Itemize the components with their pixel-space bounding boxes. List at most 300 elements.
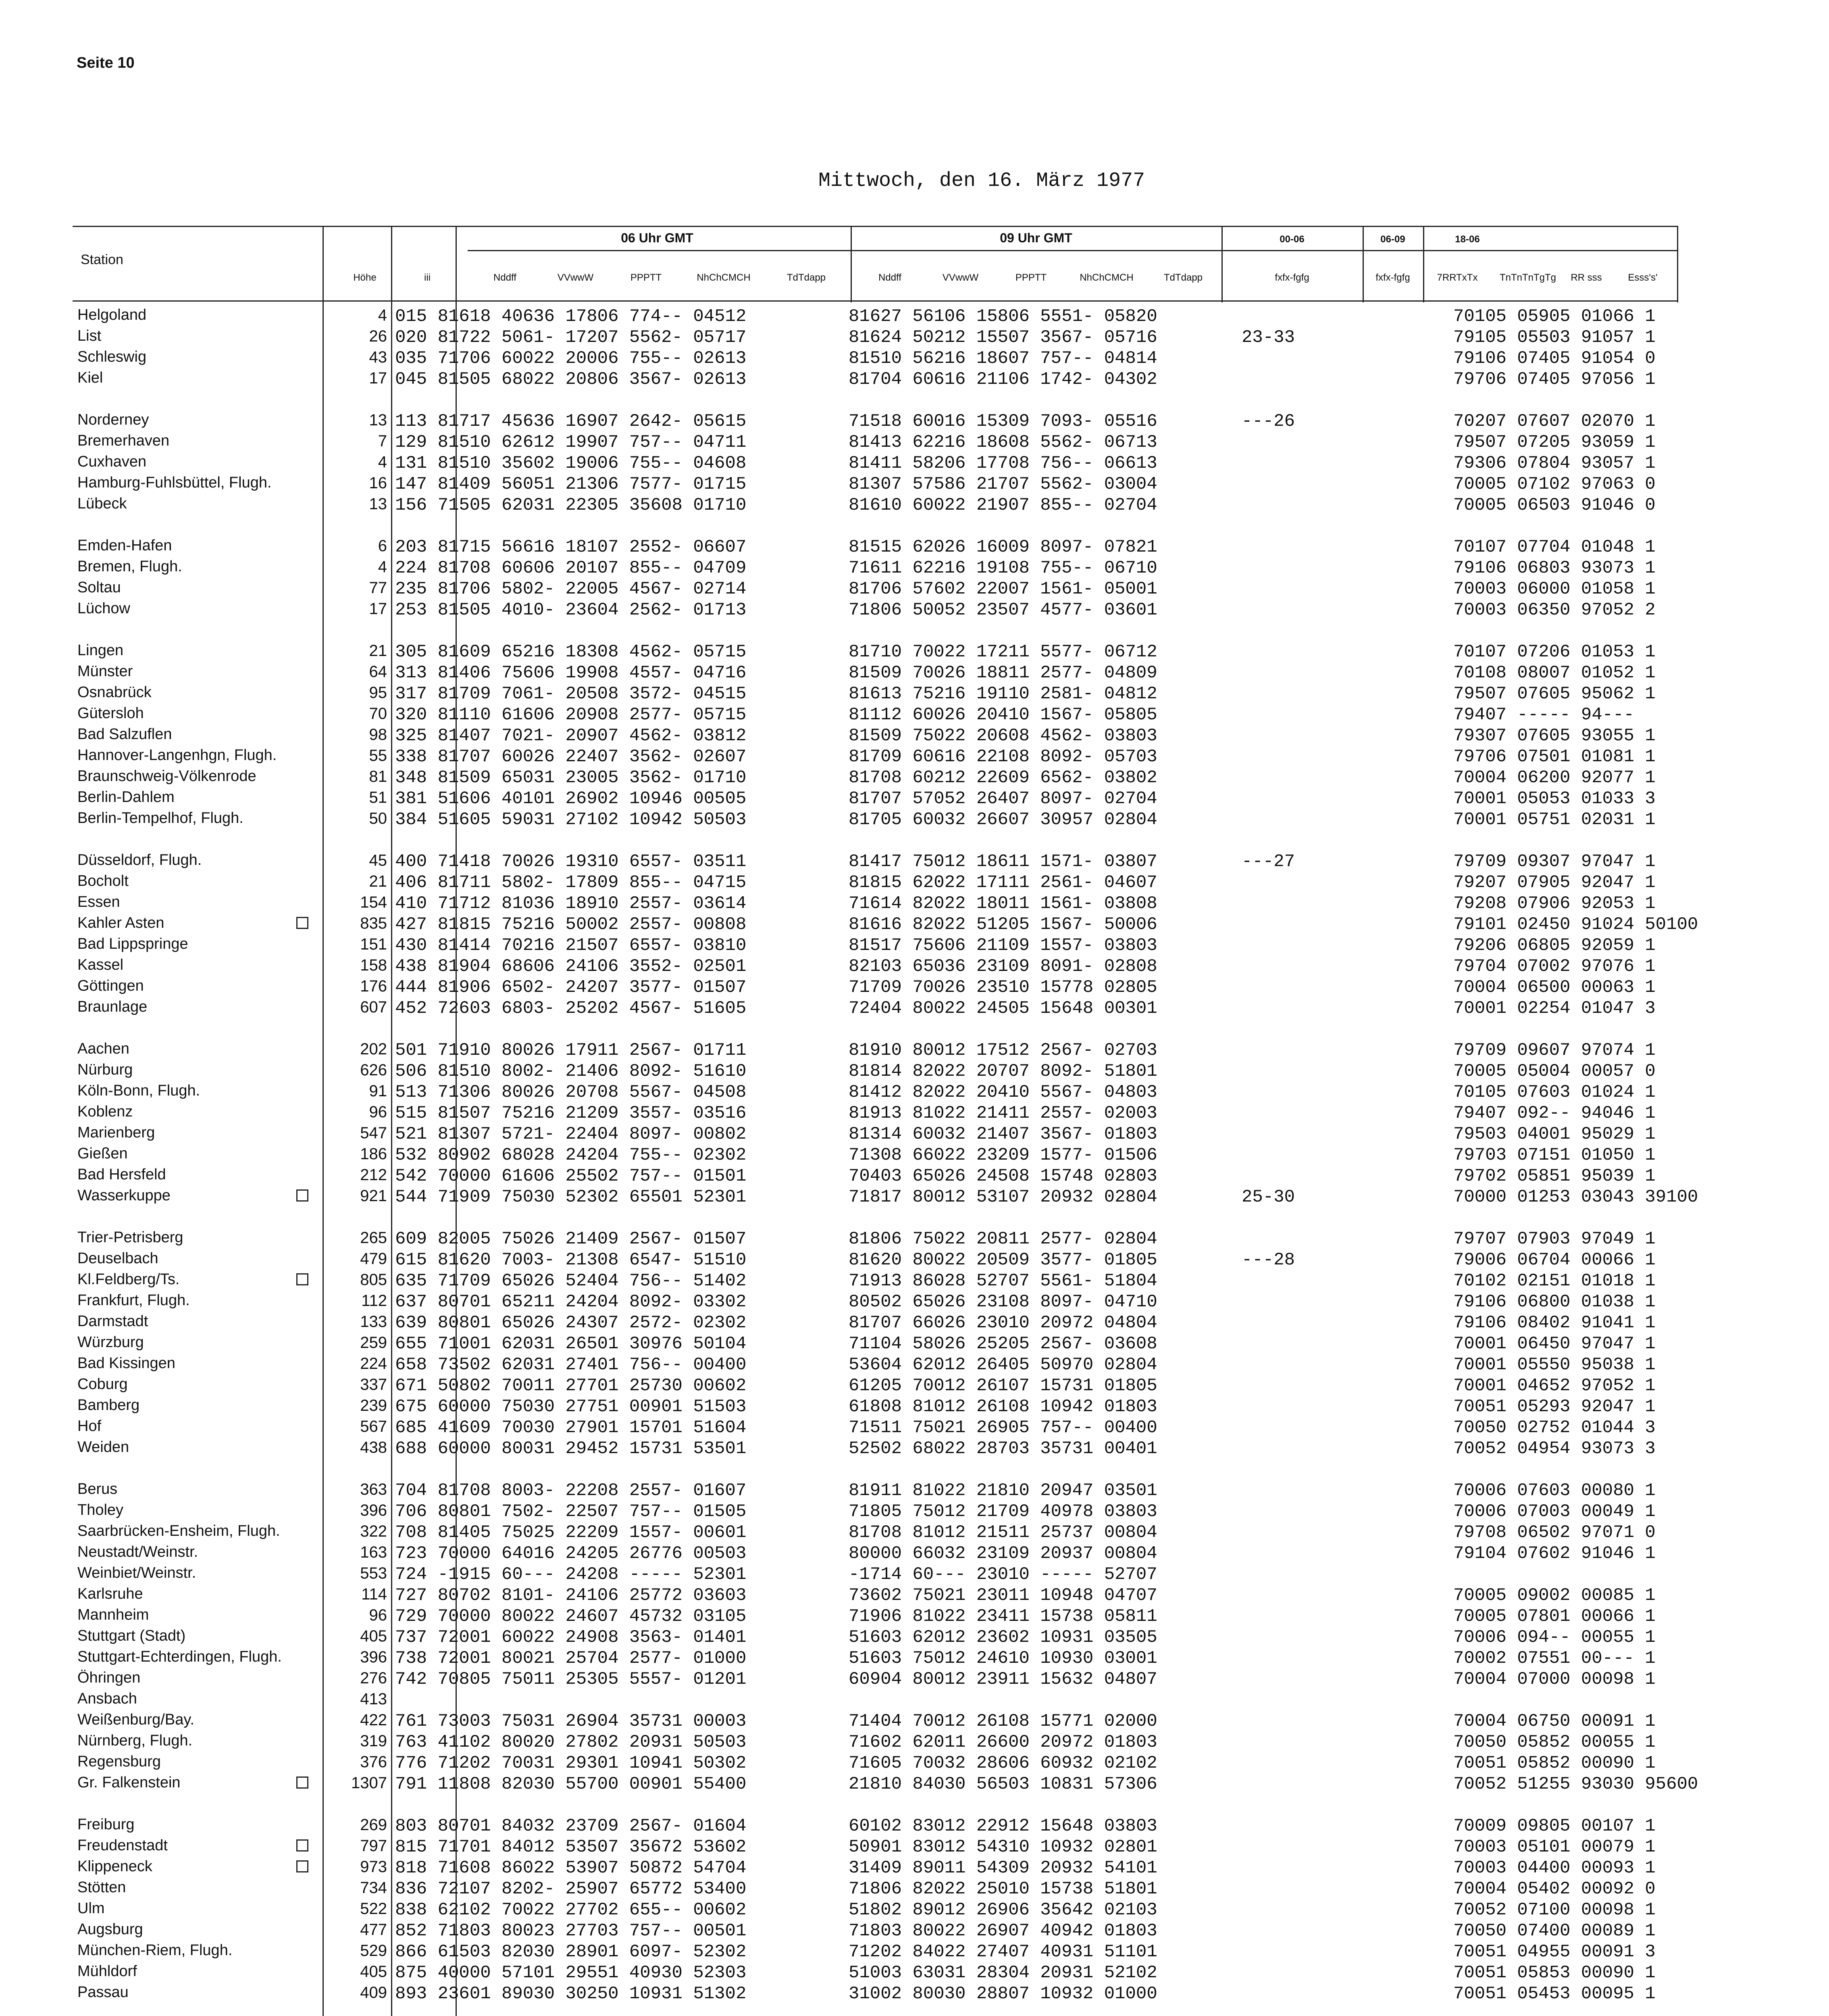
station-height: 422 — [360, 1711, 387, 1729]
station-name: Mühldorf — [77, 1963, 137, 1980]
obs-09-values: 71104 58026 25205 2567- 03608 — [849, 1334, 1157, 1354]
obs-09-values: 81704 60616 21106 1742- 04302 — [849, 369, 1157, 389]
station-name: Regensburg — [77, 1753, 161, 1770]
obs-09-values: 81806 75022 20811 2577- 02804 — [849, 1229, 1157, 1249]
obs-06-values: 655 71001 62031 26501 30976 50104 — [395, 1334, 747, 1354]
obs-09-values: 61205 70012 26107 15731 01805 — [849, 1376, 1157, 1396]
obs-06-values: 615 81620 7003- 21308 6547- 51510 — [395, 1250, 747, 1270]
iii-header: iii — [424, 272, 431, 283]
obs-06-values: 818 71608 86022 53907 50872 54704 — [395, 1858, 747, 1878]
station-name: Helgoland — [77, 306, 147, 323]
summary-values: 70102 02151 01018 1 — [1453, 1271, 1656, 1291]
station-height: 21 — [369, 642, 387, 660]
station-name: Stuttgart (Stadt) — [77, 1627, 186, 1644]
obs-09-values: 81515 62026 16009 8097- 07821 — [849, 537, 1157, 557]
station-height: 51 — [369, 789, 387, 806]
summary-values: 70001 02254 01047 3 — [1453, 998, 1656, 1018]
obs-06-values: 803 80701 84032 23709 2567- 01604 — [395, 1816, 747, 1836]
station-name: Tholey — [77, 1502, 124, 1518]
obs-06-values: 635 71709 65026 52404 756-- 51402 — [395, 1271, 747, 1291]
station-name: Lingen — [77, 642, 124, 659]
summary-values: 70004 06500 00063 1 — [1453, 977, 1656, 998]
obs-06-values: 325 81407 7021- 20907 4562- 03812 — [395, 726, 747, 746]
station-name: Darmstadt — [77, 1313, 148, 1330]
obs-06-values: 313 81406 75606 19908 4557- 04716 — [395, 663, 747, 683]
summary-values: 79306 07804 93057 1 — [1453, 453, 1656, 473]
obs-06-values: 893 23601 89030 30250 10931 51302 — [395, 1984, 747, 2004]
station-name: Würzburg — [77, 1334, 144, 1351]
station-name: Gütersloh — [77, 705, 144, 722]
obs-06-values: 348 81509 65031 23005 3562- 01710 — [395, 768, 747, 788]
station-name: Koblenz — [77, 1103, 133, 1120]
obs-06-values: 203 81715 56616 18107 2552- 06607 — [395, 537, 747, 557]
obs-06-values: 609 82005 75026 21409 2567- 01507 — [395, 1229, 747, 1249]
station-height: 805 — [360, 1271, 387, 1289]
obs-09-values: 53604 62012 26405 50970 02804 — [849, 1355, 1157, 1375]
gust-range-values: ---26 — [1242, 411, 1295, 431]
summary-values: 79006 06704 00066 1 — [1453, 1250, 1656, 1270]
obs-09-values: 81517 75606 21109 1557- 03803 — [849, 935, 1157, 956]
station-name: Berlin-Dahlem — [77, 789, 175, 806]
obs-09-values: 80502 65026 23108 8097- 04710 — [849, 1292, 1157, 1312]
summary-values: 70005 07801 00066 1 — [1453, 1606, 1656, 1627]
obs-06-values: 400 71418 70026 19310 6557- 03511 — [395, 852, 747, 872]
station-height: 477 — [360, 1921, 387, 1939]
station-height: 186 — [360, 1145, 387, 1163]
obs-09-values: 31002 80030 28807 10932 01000 — [849, 1984, 1157, 2004]
station-height: 17 — [369, 600, 387, 618]
station-name: Öhringen — [77, 1669, 141, 1686]
station-height: 405 — [360, 1963, 387, 1981]
obs-09-values: 71906 81022 23411 15738 05811 — [849, 1606, 1157, 1627]
station-name: Lübeck — [77, 495, 127, 512]
obs-06-values: 305 81609 65216 18308 4562- 05715 — [395, 642, 747, 662]
summary-values: 79706 07405 97056 1 — [1453, 369, 1656, 389]
obs-09-values: 81910 80012 17512 2567- 02703 — [849, 1040, 1157, 1060]
obs-06-values: 501 71910 80026 17911 2567- 01711 — [395, 1040, 747, 1060]
station-height: 163 — [360, 1543, 387, 1561]
station-name: Hof — [77, 1418, 102, 1435]
station-height: 176 — [360, 977, 387, 995]
obs-06-values: 506 81510 8002- 21406 8092- 51610 — [395, 1061, 747, 1081]
obs-09-values: 72404 80022 24505 15648 00301 — [849, 998, 1157, 1018]
summary-values: 70002 07551 00--- 1 — [1453, 1648, 1656, 1668]
obs-09-values: 81814 82022 20707 8092- 51801 — [849, 1061, 1157, 1081]
obs-09-values: 81913 81022 21411 2557- 02003 — [849, 1103, 1157, 1123]
obs-06-values: 815 71701 84012 53507 35672 53602 — [395, 1837, 747, 1857]
header-bottom-rule — [73, 300, 1677, 302]
open-square-icon — [296, 1189, 308, 1202]
r2-header: 06-09 — [1380, 234, 1405, 245]
obs-09-values: -1714 60--- 23010 ----- 52707 — [849, 1564, 1157, 1585]
obs-06-values: 532 80902 68028 24204 755-- 02302 — [395, 1145, 747, 1165]
summary-values: 70052 04954 93073 3 — [1453, 1439, 1656, 1459]
station-name: Bremen, Flugh. — [77, 558, 182, 575]
station-height: 45 — [369, 852, 387, 869]
obs-09-values: 81707 57052 26407 8097- 02704 — [849, 789, 1157, 809]
r3-header: 18-06 — [1455, 234, 1480, 245]
station-name: Gr. Falkenstein — [77, 1774, 181, 1791]
obs-09-values: 71611 62216 19108 755-- 06710 — [849, 558, 1157, 578]
obs-06-values: 156 71505 62031 22305 35608 01710 — [395, 495, 747, 515]
obs-06-values: 737 72001 60022 24908 3563- 01401 — [395, 1627, 747, 1647]
station-height: 4 — [378, 453, 387, 471]
obs-09-values: 81627 56106 15806 5551- 05820 — [849, 306, 1157, 327]
sub09-nhch: NhChCMCH — [1080, 272, 1134, 283]
station-name: Augsburg — [77, 1921, 143, 1938]
station-height: 16 — [369, 474, 387, 492]
summary-values: 70050 05852 00055 1 — [1453, 1732, 1656, 1752]
obs-09-values: 31409 89011 54309 20932 54101 — [849, 1858, 1157, 1878]
gust-range-values: 25-30 — [1242, 1187, 1295, 1207]
summary-values: 79105 05503 91057 1 — [1453, 327, 1656, 348]
open-square-icon — [296, 917, 308, 929]
obs-09-values: 81616 82022 51205 1567- 50006 — [849, 914, 1157, 935]
obs-09-values: 71614 82022 18011 1561- 03808 — [849, 893, 1157, 914]
r3-sub-2: TnTnTnTgTg — [1499, 272, 1556, 283]
summary-values: 70107 07704 01048 1 — [1453, 537, 1656, 557]
station-height: 269 — [360, 1816, 387, 1834]
obs-09-values: 71913 86028 52707 5561- 51804 — [849, 1271, 1157, 1291]
summary-values: 70006 07603 00080 1 — [1453, 1481, 1656, 1501]
station-name: Kiel — [77, 369, 103, 386]
station-name: Nürnberg, Flugh. — [77, 1732, 193, 1749]
obs-06-values: 742 70805 75011 25305 5557- 01201 — [395, 1669, 747, 1689]
weather-table — [73, 226, 1698, 2016]
station-name: Bad Hersfeld — [77, 1166, 166, 1183]
obs-06-values: 131 81510 35602 19006 755-- 04608 — [395, 453, 747, 473]
summary-values: 70001 05550 95038 1 — [1453, 1355, 1656, 1375]
summary-values: 70004 05402 00092 0 — [1453, 1879, 1656, 1899]
obs-09-values: 81412 82022 20410 5567- 04803 — [849, 1082, 1157, 1102]
obs-06-values: 675 60000 75030 27751 00901 51503 — [395, 1397, 747, 1417]
station-name: Bad Salzuflen — [77, 726, 172, 743]
obs-09-values: 81307 57586 21707 5562- 03004 — [849, 474, 1157, 494]
obs-09-values: 81624 50212 15507 3567- 05716 — [849, 327, 1157, 348]
station-name: Deuselbach — [77, 1250, 158, 1267]
summary-values: 70105 05905 01066 1 — [1453, 306, 1656, 327]
obs-09-values: 81620 80022 20509 3577- 01805 — [849, 1250, 1157, 1270]
col-rule-r1 — [1363, 226, 1364, 302]
station-name: Aachen — [77, 1040, 129, 1057]
obs-09-values: 81417 75012 18611 1571- 03807 — [849, 852, 1157, 872]
summary-values: 70107 07206 01053 1 — [1453, 642, 1656, 662]
station-height: 114 — [361, 1585, 387, 1603]
summary-values: 70001 06450 97047 1 — [1453, 1334, 1656, 1354]
summary-values: 70005 09002 00085 1 — [1453, 1585, 1656, 1606]
col-rule-station — [323, 226, 324, 2016]
station-name: Lüchow — [77, 600, 130, 617]
obs-06-values: 763 41102 80020 27802 20931 50503 — [395, 1732, 747, 1752]
station-height: 43 — [369, 348, 387, 366]
col-rule-r2 — [1423, 226, 1424, 302]
summary-values: 70004 06750 00091 1 — [1453, 1711, 1656, 1731]
obs-09-values: 71518 60016 15309 7093- 05516 — [849, 411, 1157, 431]
obs-09-values: 81510 56216 18607 757-- 04814 — [849, 348, 1157, 369]
station-height: 224 — [360, 1355, 387, 1372]
obs-09-values: 71404 70012 26108 15771 02000 — [849, 1711, 1157, 1731]
obs-06-values: 235 81706 5802- 22005 4567- 02714 — [395, 579, 747, 599]
station-name: Ansbach — [77, 1690, 137, 1707]
station-height: 133 — [360, 1313, 387, 1331]
obs-09-values: 81708 81012 21511 25737 00804 — [849, 1522, 1157, 1543]
obs-09-values: 71803 80022 26907 40942 01803 — [849, 1921, 1157, 1941]
summary-values: 70000 01253 03043 39100 — [1453, 1187, 1698, 1207]
station-height: 13 — [369, 495, 387, 513]
sub06-vvwww: VVwwW — [557, 272, 594, 283]
station-name: Weinbiet/Weinstr. — [77, 1564, 196, 1581]
gust-range-values: ---27 — [1242, 852, 1295, 872]
summary-values: 79106 08402 91041 1 — [1453, 1313, 1656, 1333]
obs-06-values: 430 81414 70216 21507 6557- 03810 — [395, 935, 747, 956]
station-name: Marienberg — [77, 1124, 155, 1141]
obs-06-values: 444 81906 6502- 24207 3577- 01507 — [395, 977, 747, 998]
obs-06-values: 381 51606 40101 26902 10946 00505 — [395, 789, 747, 809]
obs-06-values: 515 81507 75216 21209 3557- 03516 — [395, 1103, 747, 1123]
obs-09-values: 81710 70022 17211 5577- 06712 — [849, 642, 1157, 662]
sub06-nhch: NhChCMCH — [697, 272, 751, 283]
gust-range-values: ---28 — [1242, 1250, 1295, 1270]
station-name: Cuxhaven — [77, 453, 147, 470]
obs-06-values: 113 81717 45636 16907 2642- 05615 — [395, 411, 747, 431]
summary-values: 79407 ----- 94--- — [1453, 705, 1634, 725]
summary-values: 79709 09307 97047 1 — [1453, 852, 1656, 872]
obs-06-values: 452 72603 6803- 25202 4567- 51605 — [395, 998, 747, 1018]
obs-09-values: 71202 84022 27407 40931 51101 — [849, 1942, 1157, 1962]
r3-sub-3: RR sss — [1571, 272, 1602, 283]
station-name: Kl.Feldberg/Ts. — [77, 1271, 180, 1288]
station-name: List — [77, 327, 102, 344]
station-height: 212 — [360, 1166, 387, 1184]
station-height: 405 — [360, 1627, 387, 1645]
station-name: Göttingen — [77, 977, 144, 994]
obs-09-values: 51003 63031 28304 20931 52102 — [849, 1963, 1157, 1983]
summary-values: 79407 092-- 94046 1 — [1453, 1103, 1656, 1123]
station-name: Freudenstadt — [77, 1837, 168, 1854]
station-height: 81 — [369, 768, 387, 785]
gmt09-header: 09 Uhr GMT — [1000, 231, 1072, 245]
obs-09-values: 51603 75012 24610 10930 03001 — [849, 1648, 1157, 1668]
station-height: 553 — [360, 1564, 387, 1582]
station-height: 13 — [369, 411, 387, 429]
summary-values: 70052 07100 00098 1 — [1453, 1900, 1656, 1920]
obs-06-values: 015 81618 40636 17806 774-- 04512 — [395, 306, 747, 327]
station-height: 973 — [360, 1858, 387, 1876]
obs-06-values: 406 81711 5802- 17809 855-- 04715 — [395, 873, 747, 893]
page-number: Seite 10 — [77, 54, 135, 71]
summary-values: 70052 51255 93030 95600 — [1453, 1774, 1698, 1794]
station-name: Braunlage — [77, 998, 148, 1015]
station-height: 337 — [360, 1376, 387, 1393]
obs-09-values: 71511 75021 26905 757-- 00400 — [849, 1418, 1157, 1438]
station-name: Nürburg — [77, 1061, 133, 1078]
obs-06-values: 776 71202 70031 29301 10941 50302 — [395, 1753, 747, 1773]
station-height: 96 — [369, 1103, 387, 1121]
station-height: 17 — [369, 369, 387, 387]
station-height: 98 — [369, 726, 387, 744]
station-height: 363 — [360, 1481, 387, 1498]
summary-values: 70207 07607 02070 1 — [1453, 411, 1656, 431]
summary-values: 70051 05293 92047 1 — [1453, 1397, 1656, 1417]
obs-09-values: 81413 62216 18608 5562- 06713 — [849, 432, 1157, 452]
summary-values: 79702 05851 95039 1 — [1453, 1166, 1656, 1186]
gust-range-values: 23-33 — [1242, 327, 1295, 348]
summary-values: 79507 07205 93059 1 — [1453, 432, 1656, 452]
station-name: Mannheim — [77, 1606, 149, 1623]
obs-09-values: 71605 70032 28606 60932 02102 — [849, 1753, 1157, 1773]
obs-06-values: 729 70000 80022 24607 45732 03105 — [395, 1606, 747, 1627]
sub06-nddff: Nddff — [493, 272, 516, 283]
station-height: 64 — [369, 663, 387, 681]
obs-06-values: 384 51605 59031 27102 10942 50503 — [395, 810, 747, 830]
r3-sub-4: Esss's' — [1628, 272, 1658, 283]
obs-06-values: 320 81110 61606 20908 2577- 05715 — [395, 705, 747, 725]
obs-06-values: 410 71712 81036 18910 2557- 03614 — [395, 893, 747, 914]
summary-values: 70003 04400 00093 1 — [1453, 1858, 1656, 1878]
obs-06-values: 129 81510 62612 19907 757-- 04711 — [395, 432, 747, 452]
summary-values: 70003 05101 00079 1 — [1453, 1837, 1656, 1857]
header-top-rule — [73, 226, 1677, 227]
sub06-tdtd: TdTdapp — [787, 272, 826, 283]
col-rule-hoehe — [391, 226, 392, 2016]
summary-values: 79709 09607 97074 1 — [1453, 1040, 1656, 1060]
summary-values: 79706 07501 01081 1 — [1453, 747, 1656, 767]
obs-06-values: 020 81722 5061- 17207 5562- 05717 — [395, 327, 747, 348]
station-height: 438 — [360, 1439, 387, 1456]
station-name: Gießen — [77, 1145, 128, 1162]
station-name: Hamburg-Fuhlsbüttel, Flugh. — [77, 474, 272, 491]
station-name: Klippeneck — [77, 1858, 152, 1875]
obs-09-values: 71817 80012 53107 20932 02804 — [849, 1187, 1157, 1207]
station-height: 158 — [360, 956, 387, 974]
obs-06-values: 317 81709 7061- 20508 3572- 04515 — [395, 684, 747, 704]
col-rule-end — [1677, 226, 1678, 302]
obs-09-values: 81709 60616 22108 8092- 05703 — [849, 747, 1157, 767]
obs-06-values: 791 11808 82030 55700 00901 55400 — [395, 1774, 747, 1794]
obs-06-values: 688 60000 80031 29452 15731 53501 — [395, 1439, 747, 1459]
obs-09-values: 80000 66032 23109 20937 00804 — [849, 1543, 1157, 1564]
summary-values: 70001 05751 02031 1 — [1453, 810, 1656, 830]
station-height: 239 — [360, 1397, 387, 1414]
sub06-ppptt: PPPTT — [630, 272, 662, 283]
station-height: 151 — [360, 935, 387, 953]
station-height: 112 — [361, 1292, 387, 1310]
station-height: 202 — [360, 1040, 387, 1058]
station-name: Weiden — [77, 1439, 129, 1456]
station-name: Bamberg — [77, 1397, 140, 1414]
obs-06-values: 704 81708 8003- 22208 2557- 01607 — [395, 1481, 747, 1501]
obs-06-values: 875 40000 57101 29551 40930 52303 — [395, 1963, 747, 1983]
obs-06-values: 738 72001 80021 25704 2577- 01000 — [395, 1648, 747, 1668]
station-header: Station — [81, 252, 123, 267]
obs-09-values: 81706 57602 22007 1561- 05001 — [849, 579, 1157, 599]
obs-09-values: 61808 81012 26108 10942 01803 — [849, 1397, 1157, 1417]
summary-values: 79207 07905 92047 1 — [1453, 873, 1656, 893]
summary-values: 79101 02450 91024 50100 — [1453, 914, 1698, 935]
station-height: 835 — [360, 914, 387, 932]
station-name: Schleswig — [77, 348, 147, 365]
obs-09-values: 81613 75216 19110 2581- 04812 — [849, 684, 1157, 704]
obs-06-values: 685 41609 70030 27901 15701 51604 — [395, 1418, 747, 1438]
station-name: Stuttgart-Echterdingen, Flugh. — [77, 1648, 282, 1665]
station-name: Hannover-Langenhgn, Flugh. — [77, 747, 277, 764]
summary-values: 79307 07605 93055 1 — [1453, 726, 1656, 746]
obs-09-values: 81911 81022 21810 20947 03501 — [849, 1481, 1157, 1501]
station-height: 55 — [369, 747, 387, 764]
sub09-nddff: Nddff — [878, 272, 901, 283]
obs-09-values: 52502 68022 28703 35731 00401 — [849, 1439, 1157, 1459]
obs-06-values: 639 80801 65026 24307 2572- 02302 — [395, 1313, 747, 1333]
station-name: Köln-Bonn, Flugh. — [77, 1082, 200, 1099]
obs-06-values: 035 71706 60022 20006 755-- 02613 — [395, 348, 747, 369]
summary-values: 70003 06000 01058 1 — [1453, 579, 1656, 599]
station-name: Wasserkuppe — [77, 1187, 171, 1204]
summary-values: 70051 05853 00090 1 — [1453, 1963, 1656, 1983]
obs-06-values: 147 81409 56051 21306 7577- 01715 — [395, 474, 747, 494]
station-name: Kassel — [77, 956, 124, 973]
summary-values: 79106 07405 91054 0 — [1453, 348, 1656, 369]
obs-09-values: 50901 83012 54310 10932 02801 — [849, 1837, 1157, 1857]
station-height: 626 — [360, 1061, 387, 1079]
r1-subheader: fxfx-fgfg — [1275, 272, 1309, 283]
obs-06-values: 761 73003 75031 26904 35731 00003 — [395, 1711, 747, 1731]
station-name: Bremerhaven — [77, 432, 170, 449]
station-height: 522 — [360, 1900, 387, 1918]
station-name: Coburg — [77, 1376, 128, 1393]
r3-sub-1: 7RRTxTx — [1437, 272, 1478, 283]
summary-values: 70009 09805 00107 1 — [1453, 1816, 1656, 1836]
r2-subheader: fxfx-fgfg — [1375, 272, 1410, 283]
station-height: 797 — [360, 1837, 387, 1855]
obs-09-values: 81509 70026 18811 2577- 04809 — [849, 663, 1157, 683]
station-name: Frankfurt, Flugh. — [77, 1292, 190, 1309]
obs-06-values: 338 81707 60026 22407 3562- 02607 — [395, 747, 747, 767]
obs-09-values: 71308 66022 23209 1577- 01506 — [849, 1145, 1157, 1165]
station-name: Norderney — [77, 411, 149, 428]
obs-09-values: 71806 82022 25010 15738 51801 — [849, 1879, 1157, 1899]
station-name: Essen — [77, 893, 120, 910]
station-height: 4 — [378, 558, 387, 576]
summary-values: 70005 06503 91046 0 — [1453, 495, 1656, 515]
obs-09-values: 71805 75012 21709 40978 03803 — [849, 1502, 1157, 1522]
obs-06-values: 671 50802 70011 27701 25730 00602 — [395, 1376, 747, 1396]
obs-06-values: 521 81307 5721- 22404 8097- 00802 — [395, 1124, 747, 1144]
station-height: 396 — [360, 1648, 387, 1666]
station-name: Weißenburg/Bay. — [77, 1711, 195, 1728]
obs-09-values: 81314 60032 21407 3567- 01803 — [849, 1124, 1157, 1144]
obs-06-values: 836 72107 8202- 25907 65772 53400 — [395, 1879, 747, 1899]
station-name: Berlin-Tempelhof, Flugh. — [77, 810, 243, 827]
station-height: 276 — [360, 1669, 387, 1687]
station-name: Saarbrücken-Ensheim, Flugh. — [77, 1522, 280, 1539]
station-name: Bocholt — [77, 873, 129, 889]
obs-09-values: 71709 70026 23510 15778 02805 — [849, 977, 1157, 998]
col-rule-09 — [1221, 226, 1223, 302]
obs-09-values: 70403 65026 24508 15748 02803 — [849, 1166, 1157, 1186]
station-name: Neustadt/Weinstr. — [77, 1543, 198, 1560]
summary-values: 70050 07400 00089 1 — [1453, 1921, 1656, 1941]
gmt06-header: 06 Uhr GMT — [621, 231, 693, 245]
r1-header: 00-06 — [1280, 234, 1305, 245]
station-name: Freiburg — [77, 1816, 135, 1833]
summary-values: 70105 07603 01024 1 — [1453, 1082, 1656, 1102]
obs-09-values: 81815 62022 17111 2561- 04607 — [849, 873, 1157, 893]
summary-values: 70006 094-- 00055 1 — [1453, 1627, 1656, 1647]
station-height: 479 — [360, 1250, 387, 1268]
summary-values: 70050 02752 01044 3 — [1453, 1418, 1656, 1438]
obs-09-values: 60102 83012 22912 15648 03803 — [849, 1816, 1157, 1836]
station-height: 734 — [360, 1879, 387, 1897]
